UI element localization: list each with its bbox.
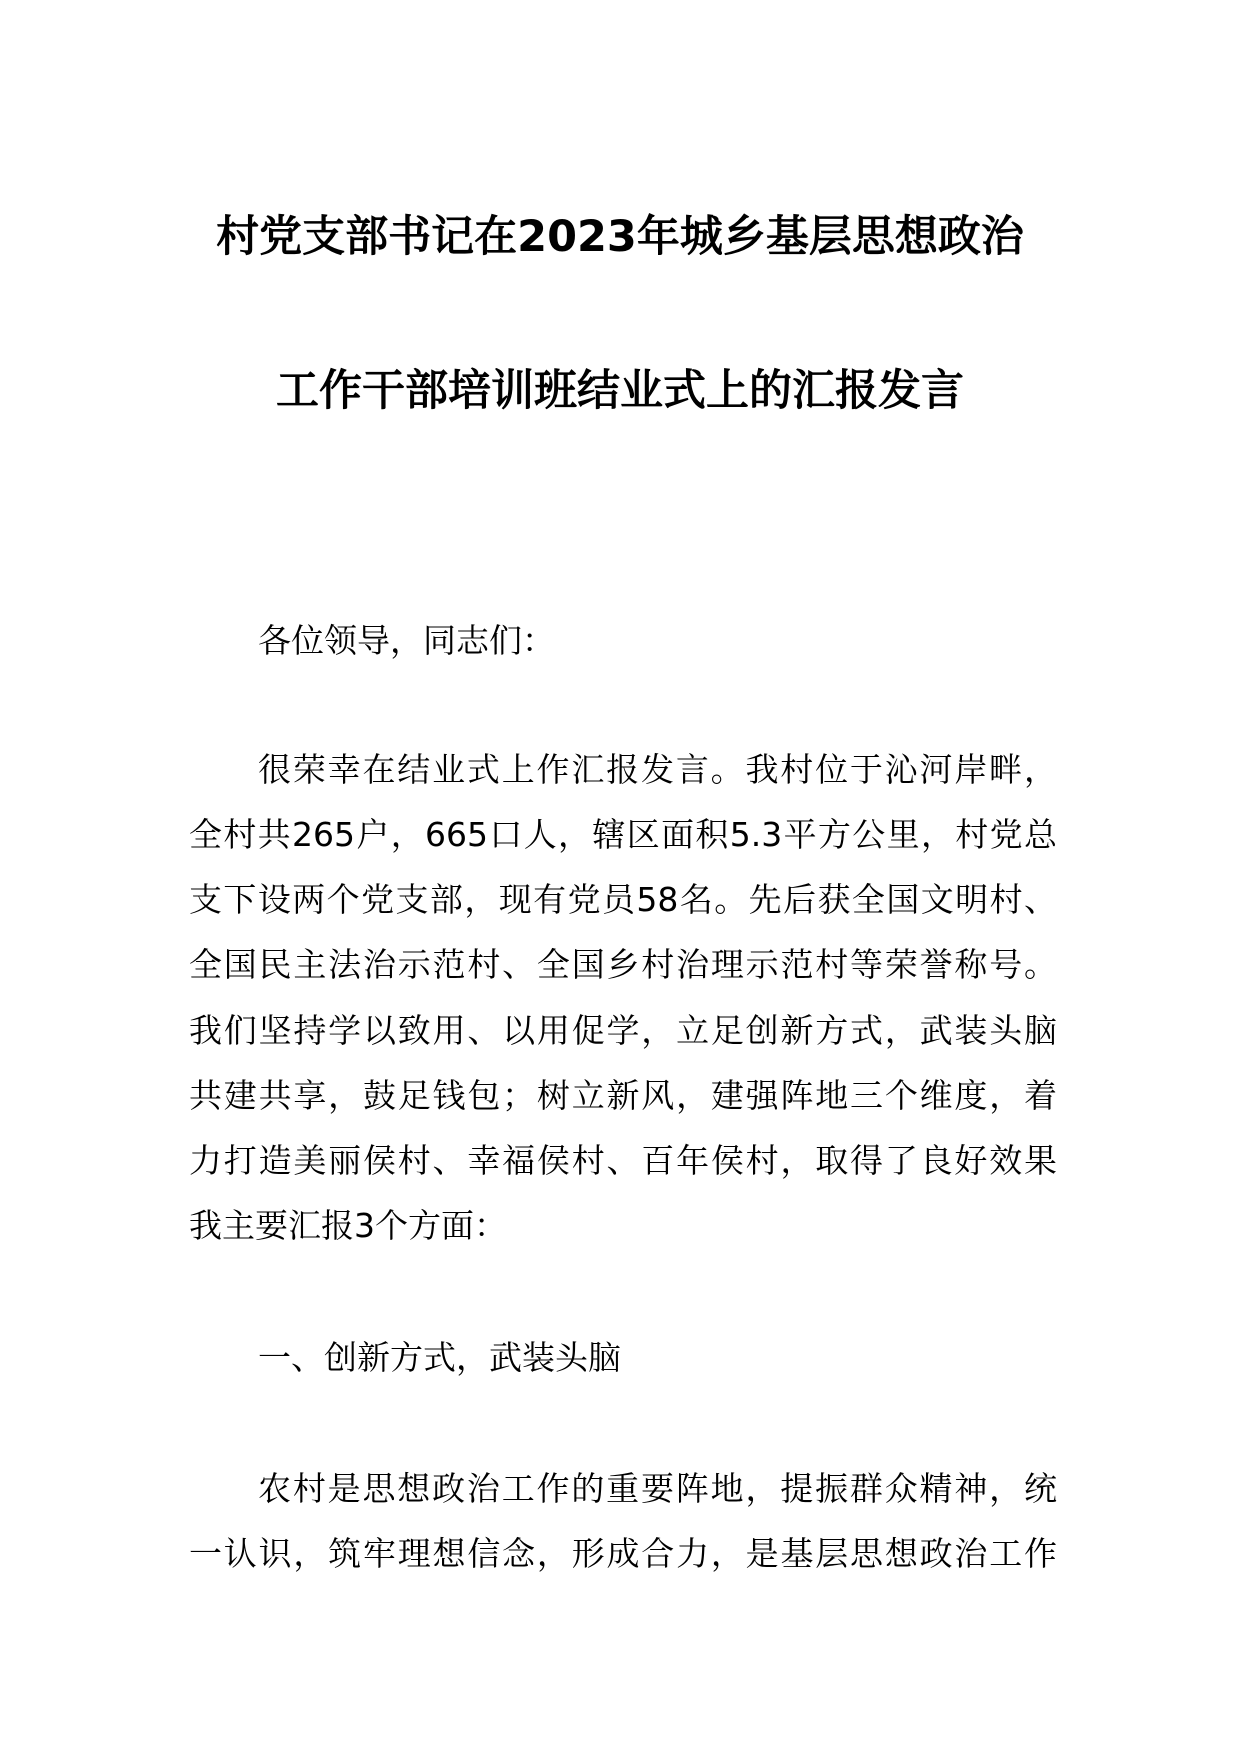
paragraph-line: 全村共265户，665口人，辖区面积5.3平方公里，村党总 xyxy=(189,815,1057,854)
section-heading: 一、创新方式，武装头脑 xyxy=(258,1338,621,1377)
paragraph-line: 力打造美丽侯村、幸福侯村、百年侯村，取得了良好效果 xyxy=(189,1141,1057,1180)
paragraph-line: 全国民主法治示范村、全国乡村治理示范村等荣誉称号。 xyxy=(189,945,1057,984)
paragraph-line: 支下设两个党支部，现有党员58名。先后获全国文明村、 xyxy=(189,880,1057,919)
document-title-line-1: 村党支部书记在2023年城乡基层思想政治 xyxy=(216,212,1024,262)
paragraph-line: 共建共享，鼓足钱包；树立新风，建强阵地三个维度，着 xyxy=(189,1076,1057,1115)
document-title-line-2: 工作干部培训班结业式上的汇报发言 xyxy=(276,366,964,416)
paragraph-line: 很荣幸在结业式上作汇报发言。我村位于沁河岸畔， xyxy=(258,750,1057,789)
paragraph-line: 农村是思想政治工作的重要阵地，提振群众精神，统 xyxy=(258,1469,1057,1508)
paragraph-line: 一认识，筑牢理想信念，形成合力，是基层思想政治工作 xyxy=(189,1534,1057,1573)
paragraph-line: 我主要汇报3个方面： xyxy=(189,1206,507,1245)
greeting: 各位领导，同志们： xyxy=(258,621,555,660)
paragraph-line: 我们坚持学以致用、以用促学，立足创新方式，武装头脑 xyxy=(189,1011,1057,1050)
